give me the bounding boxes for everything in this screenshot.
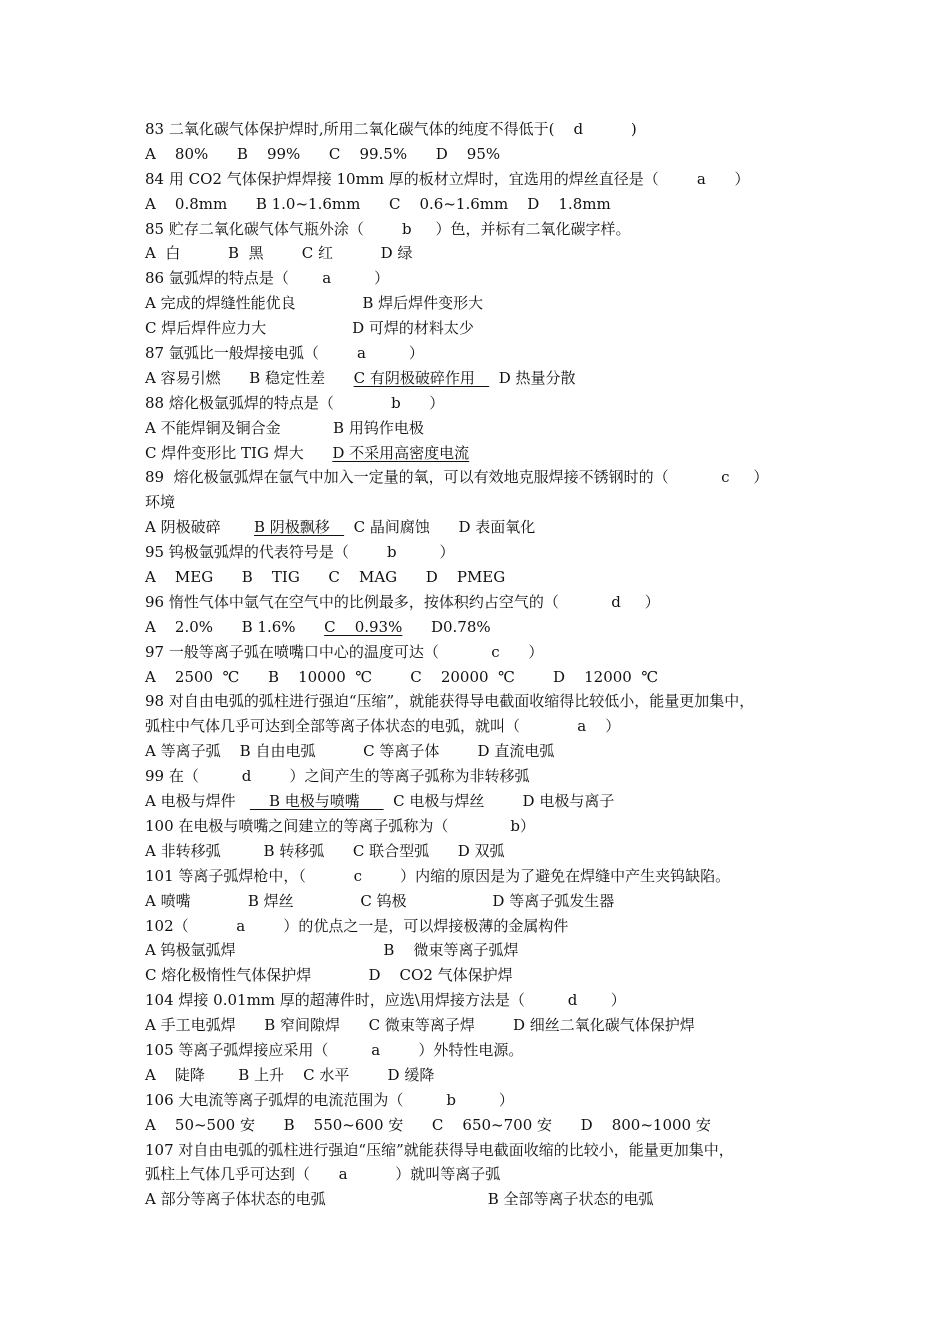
text-segment: D 热量分散 <box>489 368 576 387</box>
text-segment: A 等离子弧 B 自由电弧 C 等离子体 D 直流电弧 <box>145 742 555 761</box>
text-line <box>145 714 825 739</box>
text-segment: A 钨极氩弧焊 B 微束等离子弧焊 <box>145 941 519 960</box>
text-segment: A 白 B 黑 C 红 D 绿 <box>145 244 413 263</box>
text-segment: C 焊件变形比 TIG 焊大 <box>145 443 333 462</box>
text-line <box>145 665 825 690</box>
text-line <box>145 416 825 441</box>
text-line <box>145 1113 825 1138</box>
text-line <box>145 1187 825 1212</box>
text-line <box>145 366 825 391</box>
text-segment: A 2.0% B 1.6% <box>145 617 325 636</box>
text-segment: A 非转移弧 B 转移弧 C 联合型弧 D 双弧 <box>145 841 505 860</box>
text-line <box>145 490 825 515</box>
text-line <box>145 764 825 789</box>
text-segment: A 完成的焊缝性能优良 B 焊后焊件变形大 <box>145 294 484 313</box>
text-line <box>145 515 825 540</box>
text-segment: 环境 <box>145 493 176 512</box>
text-segment: C 晶间腐蚀 D 表面氧化 <box>344 518 536 537</box>
text-segment: 95 钨极氩弧焊的代表符号是（ b ） <box>145 543 455 562</box>
text-segment: 101 等离子弧焊枪中，（ c ）内缩的原因是为了避免在焊缝中产生夹钨缺陷。 <box>145 866 731 885</box>
text-line <box>145 1038 825 1063</box>
text-line <box>145 590 825 615</box>
text-line <box>145 565 825 590</box>
text-segment: A 部分等离子体状态的电弧 B 全部等离子状态的电弧 <box>145 1190 654 1209</box>
text-line <box>145 789 825 814</box>
text-line <box>145 889 825 914</box>
question-list <box>145 117 825 1212</box>
text-line <box>145 291 825 316</box>
text-line <box>145 117 825 142</box>
text-segment: 88 熔化极氩弧焊的特点是（ b ） <box>145 393 445 412</box>
text-segment: 104 焊接 0.01mm 厚的超薄件时，应选\用焊接方法是（ d ） <box>145 991 626 1010</box>
text-segment: 100 在电极与喷嘴之间建立的等离子弧称为（ b） <box>145 816 535 835</box>
text-segment: A 陡降 B 上升 C 水平 D 缓降 <box>145 1065 435 1084</box>
text-segment: A MEG B TIG C MAG D PMEG <box>145 568 506 587</box>
text-line <box>145 914 825 939</box>
text-line <box>145 540 825 565</box>
text-segment: A 2500 ℃ B 10000 ℃ C 20000 ℃ D 12000 ℃ <box>145 667 659 686</box>
text-line <box>145 963 825 988</box>
text-segment: 97 一般等离子弧在喷嘴口中心的温度可达（ c ） <box>145 642 544 661</box>
text-segment: 98 对自由电弧的弧柱进行强迫“压缩”，就能获得导电截面收缩得比较低小，能量更加集中， <box>145 692 755 711</box>
text-line <box>145 988 825 1013</box>
text-segment: 弧柱上气体几乎可达到（ a ）就叫等离子弧 <box>145 1165 501 1184</box>
text-line <box>145 938 825 963</box>
text-segment: 107 对自由电弧的弧柱进行强迫“压缩”就能获得导电截面收缩的比较小，能量更加集中， <box>145 1140 734 1159</box>
text-segment: 99 在（ d ）之间产生的等离子弧称为非转移弧 <box>145 767 530 786</box>
text-segment: A 电极与焊件 <box>145 792 250 811</box>
text-line <box>145 864 825 889</box>
text-segment: 85 贮存二氧化碳气体气瓶外涂（ b ）色，并标有二氧化碳字样。 <box>145 219 631 238</box>
text-line <box>145 217 825 242</box>
text-segment: 86 氩弧焊的特点是（ a ） <box>145 269 390 288</box>
text-line <box>145 142 825 167</box>
text-line <box>145 839 825 864</box>
text-segment: 106 大电流等离子弧焊的电流范围为（ b ） <box>145 1090 514 1109</box>
text-line <box>145 1063 825 1088</box>
text-segment: 96 惰性气体中氩气在空气中的比例最多，按体积约占空气的（ d ） <box>145 592 660 611</box>
text-segment: D0.78% <box>402 617 491 636</box>
text-line <box>145 192 825 217</box>
text-segment: A 不能焊铜及铜合金 B 用钨作电极 <box>145 418 424 437</box>
underlined-answer: B 电极与喷嘴 <box>249 792 384 811</box>
text-segment: C 熔化极惰性气体保护焊 D CO2 气体保护焊 <box>145 966 513 985</box>
text-segment: A 喷嘴 B 焊丝 C 钨极 D 等离子弧发生器 <box>145 891 615 910</box>
text-segment: A 80% B 99% C 99.5% D 95% <box>145 144 501 163</box>
text-segment: 89 熔化极氩弧焊在氩气中加入一定量的氧，可以有效地克服焊接不锈钢时的（ c ） <box>145 468 769 487</box>
text-segment: C 电极与焊丝 D 电极与离子 <box>383 792 615 811</box>
underlined-answer: C 有阴极破碎作用 <box>353 368 490 387</box>
underlined-answer: B 阴极飘移 <box>253 518 345 537</box>
text-segment: 84 用 CO2 气体保护焊焊接 10mm 厚的板材立焊时，宜选用的焊丝直径是（ a ） <box>145 169 750 188</box>
text-segment: A 阴极破碎 <box>145 518 254 537</box>
text-line <box>145 739 825 764</box>
text-line <box>145 391 825 416</box>
underlined-answer: D 不采用高密度电流 <box>332 443 470 462</box>
text-line <box>145 465 825 490</box>
text-segment: 弧柱中气体几乎可达到全部等离子体状态的电弧，就叫（ a ） <box>145 717 621 736</box>
text-segment: 102（ a ）的优点之一是，可以焊接极薄的金属构件 <box>145 916 569 935</box>
text-line <box>145 341 825 366</box>
text-line <box>145 640 825 665</box>
text-line <box>145 1162 825 1187</box>
text-line <box>145 1088 825 1113</box>
text-line <box>145 689 825 714</box>
text-line <box>145 1013 825 1038</box>
text-segment: A 0.8mm B 1.0~1.6mm C 0.6~1.6mm D 1.8mm <box>145 194 611 213</box>
text-line <box>145 241 825 266</box>
text-line <box>145 167 825 192</box>
text-segment: C 焊后焊件应力大 D 可焊的材料太少 <box>145 319 474 338</box>
text-line <box>145 1138 825 1163</box>
text-line <box>145 266 825 291</box>
text-segment: 105 等离子弧焊接应采用（ a ）外特性电源。 <box>145 1040 524 1059</box>
text-segment: 87 氩弧比一般焊接电弧（ a ） <box>145 344 424 363</box>
text-line <box>145 814 825 839</box>
text-line <box>145 441 825 466</box>
text-segment: A 手工电弧焊 B 窄间隙焊 C 微束等离子焊 D 细丝二氧化碳气体保护焊 <box>145 1016 695 1035</box>
text-line <box>145 615 825 640</box>
text-segment: 83 二氧化碳气体保护焊时,所用二氧化碳气体的纯度不得低于( d ) <box>145 120 637 138</box>
text-segment: A 50~500 安 B 550~600 安 C 650~700 安 D 800~1000 安 <box>145 1115 711 1134</box>
underlined-answer: C 0.93% <box>324 617 403 636</box>
text-segment: A 容易引燃 B 稳定性差 <box>145 368 354 387</box>
text-line <box>145 316 825 341</box>
